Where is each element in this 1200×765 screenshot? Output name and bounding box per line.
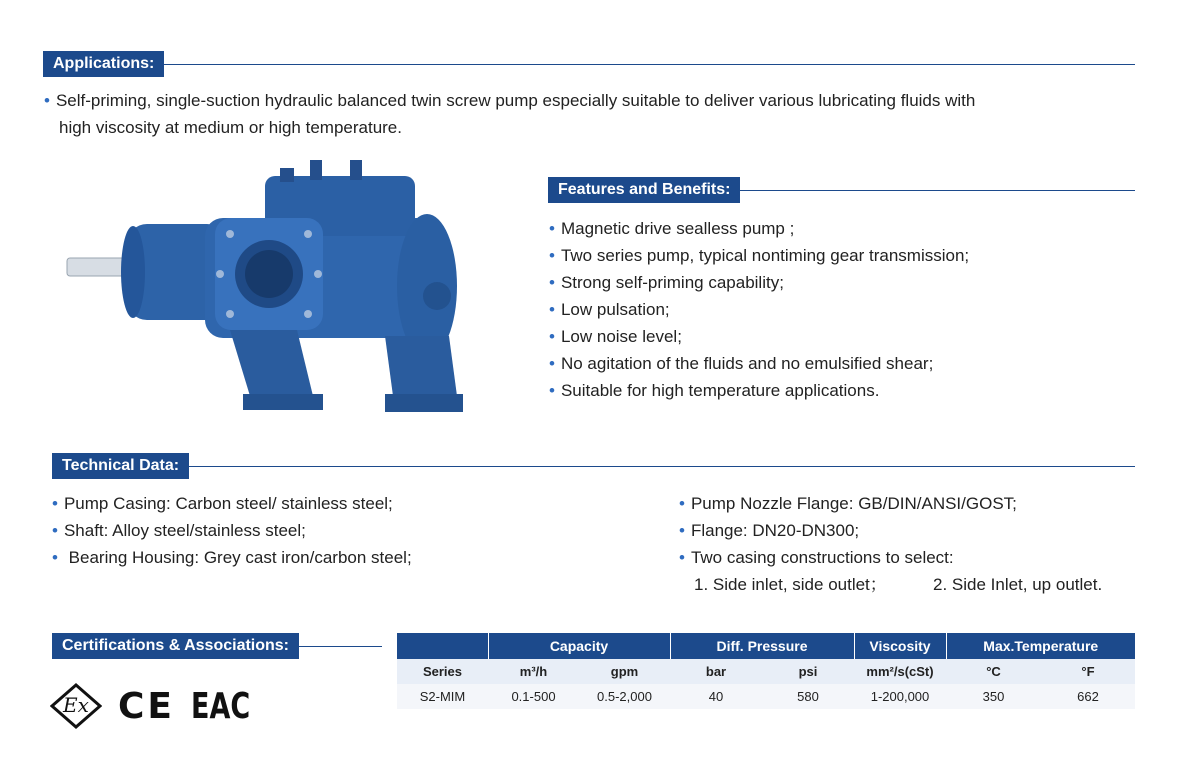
col-header: °C <box>946 659 1041 684</box>
ce-logo: CE <box>118 685 176 727</box>
bullet-icon: • <box>549 273 555 292</box>
bullet-icon: • <box>679 548 685 567</box>
col-header: psi <box>762 659 854 684</box>
col-group-viscosity: Viscosity <box>854 633 946 659</box>
ex-logo-text: Ex <box>63 693 89 717</box>
table-cell: S2-MIM <box>397 684 488 709</box>
applications-header <box>43 51 1135 77</box>
table-cell: 1-200,000 <box>854 684 946 709</box>
bullet-icon: • <box>549 246 555 265</box>
bullet-icon: • <box>679 494 685 513</box>
spec-table <box>397 633 1135 709</box>
applications-line1: Self-priming, single-suction hydraulic balanced twin screw pump especially suitable to deliver various lubricating fluids with <box>55 91 976 110</box>
certifications-title: Certifications & Associations: <box>52 633 299 659</box>
col-group-capacity: Capacity <box>488 633 670 659</box>
feature-item: • No agitation of the fluids and no emulsified shear; <box>549 354 934 373</box>
technical-left-list <box>52 490 412 571</box>
applications-title: Applications: <box>43 51 164 77</box>
feature-item: • Low noise level; <box>549 327 682 346</box>
technical-title: Technical Data: <box>52 453 189 479</box>
tech-item: • Bearing Housing: Grey cast iron/carbon steel; <box>52 548 412 567</box>
certifications-header <box>52 633 382 659</box>
tech-item: • Pump Casing: Carbon steel/ stainless steel; <box>52 494 393 513</box>
feature-item: • Magnetic drive sealless pump ; <box>549 219 795 238</box>
bullet-icon: • <box>679 521 685 540</box>
bullet-icon: • <box>52 521 58 540</box>
ex-logo <box>50 683 102 729</box>
features-title: Features and Benefits: <box>548 177 740 203</box>
col-header: gpm <box>579 659 670 684</box>
col-header: mm²/s(cSt) <box>854 659 946 684</box>
table-cell: 580 <box>762 684 854 709</box>
tech-item: • Two casing constructions to select: <box>679 548 954 567</box>
col-header: bar <box>670 659 762 684</box>
bullet-icon: • <box>549 381 555 400</box>
tech-item: • Shaft: Alloy steel/stainless steel; <box>52 521 306 540</box>
applications-text <box>44 87 975 114</box>
table-subheader-row <box>397 659 1135 684</box>
feature-item: • Strong self-priming capability; <box>549 273 784 292</box>
bullet-icon: • <box>52 494 58 513</box>
feature-item: • Suitable for high temperature applications. <box>549 381 880 400</box>
features-divider <box>740 190 1135 191</box>
casing-option-2: 2. Side Inlet, up outlet. <box>933 575 1103 594</box>
feature-item: • Low pulsation; <box>549 300 670 319</box>
table-cell: 0.1-500 <box>488 684 579 709</box>
tech-item: • Pump Nozzle Flange: GB/DIN/ANSI/GOST; <box>679 494 1017 513</box>
pump-image <box>65 158 475 420</box>
technical-header <box>52 453 1135 479</box>
col-header: °F <box>1041 659 1135 684</box>
bullet-icon: • <box>549 327 555 346</box>
casing-option-1: 1. Side inlet, side outlet； <box>694 575 887 594</box>
table-cell: 350 <box>946 684 1041 709</box>
applications-text-2: high viscosity at medium or high temperature. <box>59 118 402 137</box>
col-header: m³/h <box>488 659 579 684</box>
bullet-icon: • <box>549 354 555 373</box>
col-group-max-temperature: Max.Temperature <box>946 633 1135 659</box>
table-cell: 40 <box>670 684 762 709</box>
tech-item: • Flange: DN20-DN300; <box>679 521 860 540</box>
bullet-icon: • <box>44 91 50 110</box>
technical-divider <box>189 466 1135 467</box>
bullet-icon: • <box>549 300 555 319</box>
technical-right-list <box>679 490 1017 571</box>
table-group-header <box>397 633 1135 659</box>
table-cell: 0.5-2,000 <box>579 684 670 709</box>
applications-divider <box>164 64 1135 65</box>
eac-logo: EAC <box>191 685 251 727</box>
features-list <box>549 215 969 404</box>
features-header <box>548 177 1135 203</box>
bullet-icon: • <box>52 548 58 567</box>
certification-logos <box>50 683 270 729</box>
table-header-blank <box>397 633 488 659</box>
col-header: Series <box>397 659 488 684</box>
bullet-icon: • <box>549 219 555 238</box>
table-row <box>397 684 1135 709</box>
certifications-divider <box>299 646 382 647</box>
table-cell: 662 <box>1041 684 1135 709</box>
col-group-diff-pressure: Diff. Pressure <box>670 633 854 659</box>
feature-item: • Two series pump, typical nontiming gear transmission; <box>549 246 970 265</box>
